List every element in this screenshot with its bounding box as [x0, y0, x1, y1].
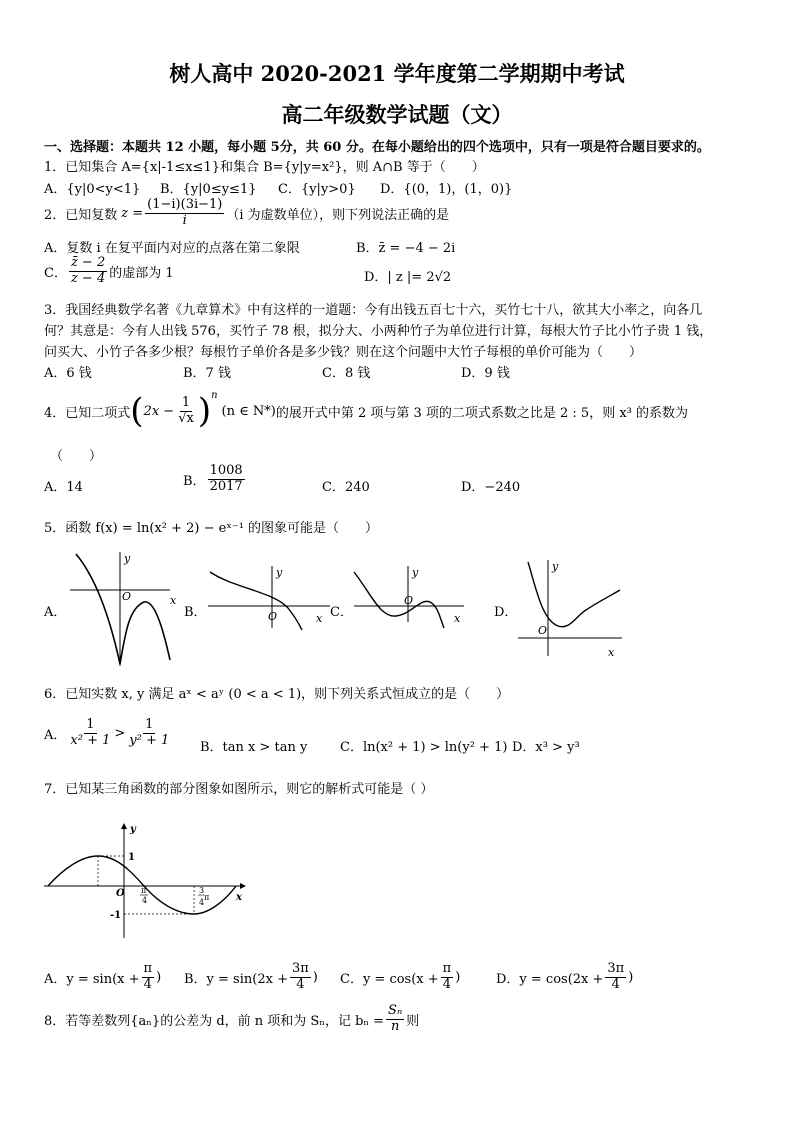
question-7-graph-pi-2: π: [204, 893, 210, 902]
question-2-option-a: A．复数 i 在复平面内对应的点落在第二象限: [44, 241, 300, 256]
question-2-option-c-numerator: z̄ − 2: [70, 255, 106, 270]
question-7-graph-x-label: x: [236, 892, 242, 903]
question-4-option-b-numerator: 1008: [209, 463, 243, 478]
question-5-graph-a: [66, 548, 194, 670]
question-7-option-d: [496, 962, 633, 993]
question-7-graph-y-label: y: [130, 824, 136, 835]
question-4-answer-paren: （ ）: [50, 449, 103, 464]
question-5-label-d: D．: [494, 605, 518, 620]
question-7-option-c-pre: C．y = cos(x +: [340, 971, 439, 987]
question-7-option-d-fraction: [605, 962, 626, 993]
question-7-option-b: [184, 962, 318, 993]
question-2-option-c-denominator: z − 4: [70, 270, 106, 286]
question-7-option-b-post: ): [312, 969, 318, 985]
question-5-graph-d-x-label: x: [608, 646, 615, 659]
exam-subtitle: 高二年级数学试题（文）: [281, 102, 513, 127]
question-4-option-b-fraction: [208, 464, 245, 495]
question-6-option-a-fraction-2: [127, 718, 171, 749]
question-4-left-paren: (: [130, 391, 144, 431]
question-3-line-3: 问买大、小竹子各多少根？每根竹子单价各是多少钱？则在这个问题中大竹子每根的单价可能为（ ）: [44, 345, 643, 360]
question-7-graph-three: 3: [199, 886, 205, 895]
question-4-suffix: 的展开式中第 2 项与第 3 项的二项式系数之比是 2 : 5，则 x³ 的系数为: [275, 405, 689, 421]
question-4-option-b: [183, 464, 247, 495]
question-7-option-b-numerator: 3π: [291, 961, 309, 976]
question-2-prefix: 2．已知复数: [44, 207, 118, 223]
exam-title: 树人高中 2020-2021 学年度第二学期期中考试: [169, 61, 625, 86]
question-6-option-a-fraction-1: [68, 718, 112, 749]
question-5-graph-b-x-label: x: [316, 612, 323, 625]
question-6-option-a: [44, 718, 173, 749]
question-6-option-a-denominator-1: x² + 1: [70, 732, 111, 748]
question-1-option-c: C．{y|y>0}: [278, 182, 356, 197]
question-2-denominator: i: [182, 212, 187, 228]
question-2-option-d: D．| z |= 2√2: [364, 270, 452, 285]
question-7-graph-four-1: 4: [142, 896, 148, 905]
question-5-graph-a-origin: O: [122, 590, 132, 603]
question-3-line-2: 何？其意是：今有人出钱 576，买竹子 78 根，拟分大、小两种竹子为单位进行计算，每根大竹子比小竹子贵 1 钱，: [44, 324, 713, 339]
question-5-graph-c-y-label: y: [412, 566, 419, 579]
question-7-option-b-pre: B．y = sin(2x +: [184, 971, 288, 987]
question-4-option-d: D．−240: [461, 480, 521, 495]
question-2-stem: [44, 198, 449, 229]
question-2-numerator: (1−i)(3i−1): [147, 197, 223, 212]
question-4-option-b-label: B．: [183, 473, 206, 489]
question-6-option-c: C．ln(x² + 1) > ln(y² + 1): [340, 740, 508, 755]
question-8-stem: [44, 1004, 419, 1035]
question-7-option-d-post: ): [628, 969, 634, 985]
section-heading: 一、选择题：本题共 12 小题，每小题 5分，共 60 分。在每小题给出的四个选项中，只有一项是符合题目要求的。: [44, 140, 710, 155]
question-7-graph-four-2: 4: [199, 898, 205, 907]
question-4-prefix: 4．已知二项式: [44, 405, 131, 421]
question-7-stem: 7．已知某三角函数的部分图象如图所示，则它的解析式可能是（ ）: [44, 782, 434, 797]
question-5-graph-d: [514, 556, 626, 660]
question-7-graph-neg-one: -1: [110, 910, 122, 921]
question-4-option-c: C．240: [322, 480, 370, 495]
question-1-stem: 1．已知集合 A={x|-1≤x≤1}和集合 B={y|y=x²}，则 A∩B 等于（ ）: [44, 160, 485, 175]
question-4-numerator: 1: [181, 394, 191, 410]
question-1-option-a: A．{y|0<y<1}: [44, 182, 141, 197]
question-6-option-a-numerator-1: 1: [86, 717, 95, 732]
question-3-option-d: D．9 钱: [461, 366, 510, 381]
question-7-option-a-fraction: [142, 962, 155, 993]
question-6-option-a-label: A．: [44, 727, 67, 743]
question-7-graph-pi-1: π: [141, 886, 147, 895]
question-2-option-c-suffix: 的虚部为 1: [109, 265, 174, 281]
question-5-graph-c-origin: O: [404, 594, 414, 607]
question-4-condition: (n ∈ N*): [221, 403, 276, 419]
question-7-option-c-post: ): [455, 969, 461, 985]
question-4-denominator: √x: [178, 410, 194, 426]
question-2-option-b: B．z̄ = −4 − 2i: [356, 241, 456, 256]
question-5-graph-d-origin: O: [538, 624, 548, 637]
question-6-option-d: D．x³ > y³: [512, 740, 580, 755]
question-7-option-c-numerator: π: [442, 961, 452, 976]
question-4-power: n: [211, 390, 218, 401]
question-2-suffix: （i 为虚数单位），则下列说法正确的是: [226, 207, 450, 223]
question-2-option-c-fraction: [69, 256, 107, 287]
question-5-label-c: C．: [330, 605, 353, 620]
question-4-option-a: A．14: [44, 480, 83, 495]
question-8-suffix: 则: [406, 1013, 420, 1029]
question-2-fraction: [145, 198, 224, 229]
question-5-graph-b-origin: O: [268, 610, 278, 623]
question-7-option-c: [340, 962, 460, 993]
question-4-right-paren: ): [197, 391, 212, 431]
question-4-fraction: [176, 396, 196, 427]
question-6-option-b: B．tan x > tan y: [200, 740, 308, 755]
question-8-fraction: [386, 1004, 404, 1035]
question-5-label-b: B．: [184, 605, 207, 620]
question-7-option-d-pre: D．y = cos(2x +: [496, 971, 604, 987]
question-6-option-a-operator: >: [114, 725, 126, 741]
question-7-option-a-pre: A．y = sin(x +: [44, 971, 140, 987]
question-7-graph-one: 1: [128, 852, 135, 863]
question-3-option-b: B．7 钱: [183, 366, 231, 381]
question-7-option-a: [44, 962, 161, 993]
question-5-graph-c: [350, 562, 470, 632]
question-5-graph-b: [204, 562, 336, 632]
question-2-option-c-label: C．: [44, 265, 67, 281]
question-7-graph: [40, 820, 250, 942]
question-6-option-a-numerator-2: 1: [145, 717, 154, 732]
question-1-option-d: D．{(0，1)，(1，0)}: [380, 182, 513, 197]
question-2-z: z =: [121, 205, 144, 221]
question-7-option-d-denominator: 4: [611, 976, 620, 992]
question-5-graph-c-x-label: x: [454, 612, 461, 625]
question-3-option-c: C．8 钱: [322, 366, 371, 381]
question-7-option-b-denominator: 4: [296, 976, 305, 992]
question-2-option-c: [44, 256, 174, 287]
question-5-graph-d-y-label: y: [552, 560, 559, 573]
question-7-option-c-denominator: 4: [442, 976, 452, 992]
question-8-numerator: Sₙ: [388, 1003, 403, 1018]
question-7-option-a-numerator: π: [143, 961, 153, 976]
question-1-option-b: B．{y|0≤y≤1}: [160, 182, 257, 197]
question-5-graph-a-x-label: x: [170, 594, 177, 607]
question-4-expr: 2x −: [143, 403, 175, 419]
question-4-option-b-denominator: 2017: [209, 478, 243, 494]
question-7-graph-origin: O: [116, 888, 125, 899]
question-3-line-1: 3．我国经典数学名著《九章算术》中有这样的一道题：今有出钱五百七十六，买竹七十八，欲其大小率之，向各几: [44, 303, 703, 318]
question-5-label-a: A．: [44, 605, 67, 620]
question-7-option-b-fraction: [290, 962, 311, 993]
question-7-option-a-denominator: 4: [143, 976, 152, 992]
question-7-option-a-post: ): [156, 969, 162, 985]
question-7-option-c-fraction: [441, 962, 454, 993]
question-8-prefix: 8．若等差数列{aₙ}的公差为 d，前 n 项和为 Sₙ，记 bₙ =: [44, 1013, 385, 1029]
question-3-option-a: A．6 钱: [44, 366, 92, 381]
question-6-option-a-denominator-2: y² + 1: [129, 732, 170, 748]
question-5-stem: 5．函数 f(x) = ln(x² + 2) − eˣ⁻¹ 的图象可能是（ ）: [44, 521, 379, 536]
question-6-stem: 6．已知实数 x, y 满足 aˣ < aʸ (0 < a < 1)，则下列关系式恒成立的是（ ）: [44, 687, 510, 702]
question-7-option-d-numerator: 3π: [607, 961, 625, 976]
question-5-graph-b-y-label: y: [276, 566, 283, 579]
question-8-denominator: n: [390, 1018, 400, 1034]
question-4-stem: [44, 388, 688, 434]
question-5-graph-a-y-label: y: [124, 552, 131, 565]
